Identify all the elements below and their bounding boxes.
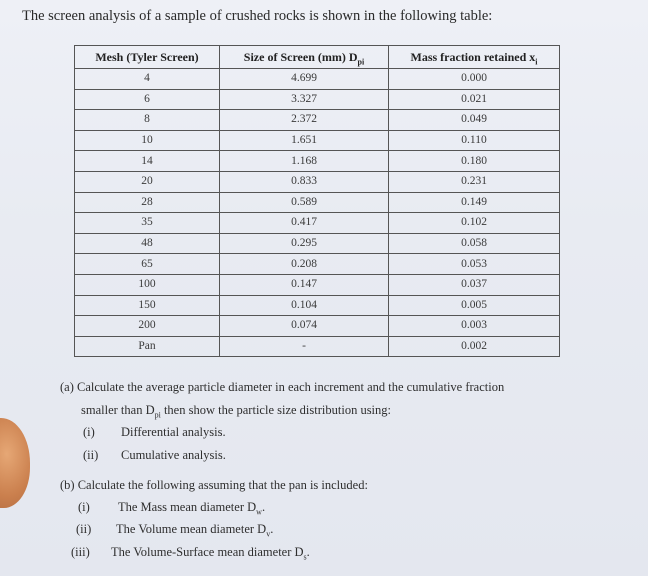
table-row [75,213,560,234]
cell-mass: 0.149 [389,192,560,213]
cell-mass: 0.053 [389,254,560,275]
header-size-sub: pi [357,56,365,66]
question-b-ii-end: . [270,522,274,536]
table-row [75,110,560,131]
cell-mass: 0.049 [389,110,560,131]
table-header-row [75,46,560,69]
question-a-line2-sub: pi [154,410,161,420]
question-b-iii-text: The Volume-Surface mean diameter D [111,545,304,559]
question-a-line2-post: then show the particle size distribution using: [160,403,391,417]
question-a-line2 [81,403,391,418]
intro-text: The screen analysis of a sample of crushed rocks is shown in the following table: [22,8,493,24]
question-b-line: (b) Calculate the following assuming that the pan is included: [60,478,368,492]
table-row [75,192,560,213]
cell-mesh: 35 [75,213,220,234]
header-mesh: Mesh (Tyler Screen) [75,46,220,69]
cell-mass: 0.003 [389,316,560,337]
header-mass-label: Mass fraction retained x [410,49,536,64]
cell-mass: 0.231 [389,171,560,192]
cell-mass: 0.110 [389,130,560,151]
table-row [75,69,560,90]
question-b-iii [71,545,310,560]
cell-mass: 0.058 [389,233,560,254]
cell-mesh: 28 [75,192,220,213]
table-row [75,151,560,172]
question-b-ii-text: The Volume mean diameter D [116,522,267,536]
cell-mesh: 10 [75,130,220,151]
question-a-ii [83,448,226,463]
cell-mesh: Pan [75,336,220,357]
question-a-i-text: Differential analysis. [121,425,226,439]
question-a-line2-pre: smaller than D [81,403,155,417]
cell-size: - [220,336,389,357]
header-mass [389,46,560,69]
question-b-ii-number: (ii) [76,522,92,536]
cell-size: 4.699 [220,69,389,90]
table-row [75,89,560,110]
table-row [75,295,560,316]
cell-mesh: 150 [75,295,220,316]
screen-analysis-table [74,45,560,357]
cell-mass: 0.021 [389,89,560,110]
question-b-iii-number: (iii) [71,545,90,559]
cell-size: 0.074 [220,316,389,337]
finger-shadow [0,418,30,508]
header-size [220,46,389,69]
cell-mass: 0.180 [389,151,560,172]
cell-size: 3.327 [220,89,389,110]
header-mass-sub: i [535,56,538,66]
cell-mass: 0.002 [389,336,560,357]
cell-mass: 0.037 [389,274,560,295]
cell-mass: 0.005 [389,295,560,316]
cell-size: 0.417 [220,213,389,234]
table-row [75,130,560,151]
cell-mesh: 100 [75,274,220,295]
question-b-ii [76,522,273,537]
question-b-ii-sub: v [266,529,271,539]
cell-size: 0.147 [220,274,389,295]
question-a-i [83,425,226,440]
cell-size: 0.295 [220,233,389,254]
cell-mesh: 4 [75,69,220,90]
cell-mesh: 6 [75,89,220,110]
question-b-i-number: (i) [78,500,90,514]
cell-size: 1.168 [220,151,389,172]
question-b-i-sub: w [256,507,262,517]
table-row [75,171,560,192]
cell-mesh: 200 [75,316,220,337]
question-b-i-text: The Mass mean diameter D [118,500,257,514]
table-body [75,69,560,357]
question-a-line1: (a) Calculate the average particle diameter in each increment and the cumulative fraction [60,380,505,394]
cell-mesh: 14 [75,151,220,172]
question-b-i [78,500,265,515]
header-size-label: Size of Screen (mm) D [243,49,358,64]
table-row [75,316,560,337]
table-row [75,233,560,254]
table-row [75,254,560,275]
question-b-i-end: . [261,500,266,514]
table-row [75,274,560,295]
cell-mass: 0.102 [389,213,560,234]
question-a-ii-number: (ii) [83,448,99,462]
cell-size: 2.372 [220,110,389,131]
table-row [75,336,560,357]
cell-size: 0.833 [220,171,389,192]
cell-mesh: 20 [75,171,220,192]
cell-size: 0.208 [220,254,389,275]
question-a-ii-text: Cumulative analysis. [121,448,226,462]
cell-size: 0.589 [220,192,389,213]
cell-mass: 0.000 [389,69,560,90]
cell-mesh: 65 [75,254,220,275]
cell-mesh: 8 [75,110,220,131]
question-b-iii-end: . [306,545,310,559]
question-b-iii-sub: s [303,552,307,562]
cell-size: 0.104 [220,295,389,316]
cell-mesh: 48 [75,233,220,254]
question-a-i-number: (i) [83,425,95,439]
cell-size: 1.651 [220,130,389,151]
